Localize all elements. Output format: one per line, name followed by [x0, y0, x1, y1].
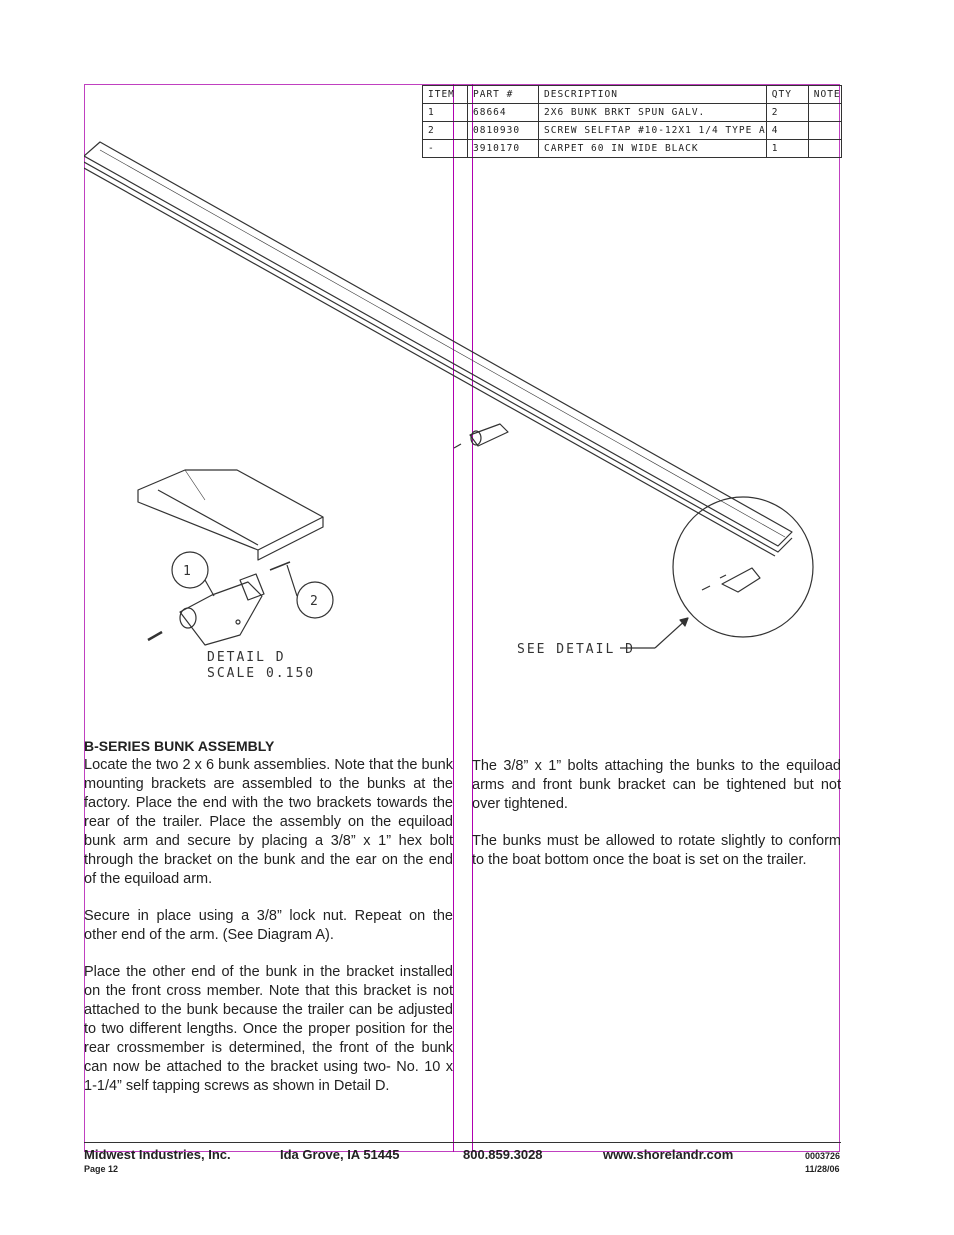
balloon-1-label: 1: [183, 564, 193, 579]
footer-rule: [84, 1142, 841, 1143]
see-detail-label: SEE DETAIL D: [517, 642, 635, 657]
cell-description: SCREW SELFTAP #10-12X1 1/4 TYPE A: [539, 122, 767, 140]
cell-description: 2X6 BUNK BRKT SPUN GALV.: [539, 104, 767, 122]
cell-part: 3910170: [468, 140, 539, 158]
detail-circle: [673, 497, 813, 637]
header-item: ITEM: [423, 86, 468, 104]
cell-item: 1: [423, 104, 468, 122]
cell-qty: 4: [766, 122, 808, 140]
header-qty: QTY: [766, 86, 808, 104]
header-description: DESCRIPTION: [539, 86, 767, 104]
footer-doc-number: 0003726: [805, 1151, 841, 1161]
paragraph: Secure in place using a 3/8” lock nut. Repeat on the other end of the arm. (See Diagram A).: [84, 908, 453, 943]
balloon-1-shape: [172, 552, 214, 596]
detail-title: DETAIL D: [207, 650, 286, 665]
cell-qty: 1: [766, 140, 808, 158]
footer-city: Ida Grove, IA 51445: [280, 1147, 400, 1162]
detail-d-bracket: [148, 562, 290, 645]
detail-d-board: [138, 470, 323, 560]
balloon-2-label: 2: [310, 594, 320, 609]
cell-qty: 2: [766, 104, 808, 122]
cell-item: 2: [423, 122, 468, 140]
right-column: [472, 757, 841, 888]
bunk-drawing: [84, 84, 840, 704]
bracket-small: [454, 424, 508, 448]
paragraph: The bunks must be allowed to rotate slightly to conform to the boat bottom once the boat is set on the trailer.: [472, 833, 841, 868]
balloon-2-shape: [287, 565, 333, 618]
cell-description: CARPET 60 IN WIDE BLACK: [539, 140, 767, 158]
footer-date: 11/28/06: [805, 1164, 840, 1174]
paragraph: The 3/8” x 1” bolts attaching the bunks to the equiload arms and front bunk bracket can be tightened but not over tightened.: [472, 758, 841, 812]
cell-part: 68664: [468, 104, 539, 122]
header-part: PART #: [468, 86, 539, 104]
left-column: [84, 756, 453, 1114]
footer-company: Midwest Industries, Inc.: [84, 1147, 231, 1162]
detail-scale: SCALE 0.150: [207, 666, 316, 681]
paragraph: Locate the two 2 x 6 bunk assemblies. Note that the bunk mounting brackets are assembled to the bunks at the factory. Place the end with the two brackets towards the rear of the trailer. Place the assembly on the equiload bunk arm and secure by placing a 3/8” x 1” hex bolt through the bracket on the bunk and the ear on the end of the equiload arm.: [84, 757, 453, 887]
paragraph: Place the other end of the bunk in the bracket installed on the front cross member. Note that this bracket is not attached to the bunk because the trailer can be adjusted to two different lengths. Once the proper position for the rear crossmember is determined, the front of the bunk can now be attached to the bracket using two- No. 10 x 1-1/4” self tapping screws as shown in Detail D.: [84, 964, 453, 1094]
cell-item: -: [423, 140, 468, 158]
bunk-board: [84, 142, 792, 556]
footer-page: Page 12: [84, 1164, 119, 1174]
cell-part: 0810930: [468, 122, 539, 140]
footer-website: www.shorelandr.com: [603, 1147, 734, 1162]
footer-phone: 800.859.3028: [463, 1147, 543, 1162]
header-note: NOTE: [808, 86, 841, 104]
section-heading: B-SERIES BUNK ASSEMBLY: [84, 738, 275, 754]
